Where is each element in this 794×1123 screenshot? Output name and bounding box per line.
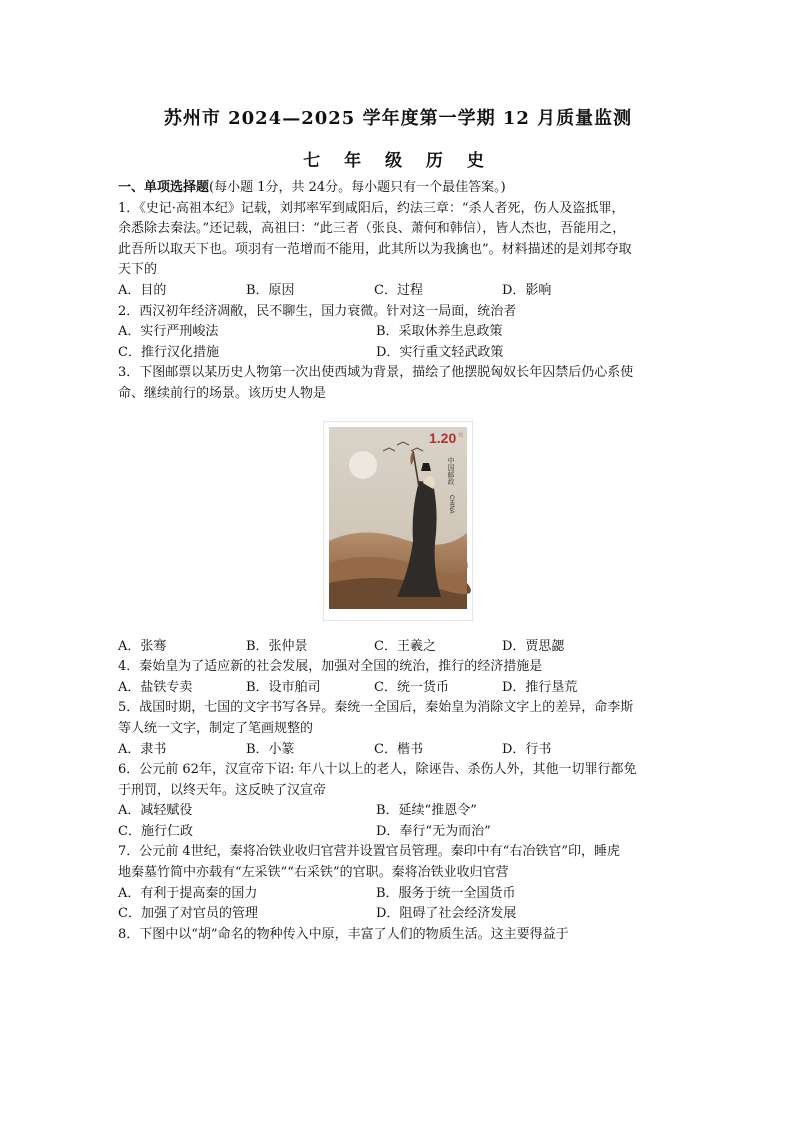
option-c: C．施行仁政 — [118, 823, 193, 839]
question-stem-line: 8．下图中以“胡”命名的物种传入中原，丰富了人们的物质生活。这主要得益于 — [118, 926, 569, 942]
question-stem-line: 4．秦始皇为了适应新的社会发展，加强对全国的统治，推行的经济措施是 — [118, 659, 543, 675]
question-stem-line: 等人统一文字，制定了笔画规整的 — [118, 720, 314, 736]
option-d: D．奉行“无为而治” — [376, 823, 491, 839]
option-d: D．贾思勰 — [502, 638, 565, 654]
option-a: A．目的 — [118, 282, 167, 298]
option-d: D．实行重文轻武政策 — [376, 344, 504, 360]
exam-body — [118, 178, 678, 945]
option-c: C．推行汉化措施 — [118, 344, 219, 360]
stamp-country-en: CHINA — [448, 494, 454, 514]
option-a: A．实行严刑峻法 — [118, 324, 219, 340]
section-header — [118, 178, 678, 199]
option-c: C．加强了对官员的管理 — [118, 906, 258, 922]
question-7 — [118, 842, 678, 924]
question-2 — [118, 302, 678, 364]
option-row — [118, 904, 678, 925]
question-8 — [118, 925, 678, 946]
option-c: C．王羲之 — [374, 638, 436, 654]
option-b: B．原因 — [246, 282, 295, 298]
question-stem-line: 1．《史记·高祖本纪》记载，刘邦率军到咸阳后，约法三章：“杀人者死，伤人及盗抵罪， — [118, 200, 625, 216]
option-b: B．张仲景 — [246, 638, 308, 654]
question-stem-line: 6．公元前 62年，汉宣帝下诏: 年八十以上的老人，除诬告、杀伤人外，其他一切罪行都免 — [118, 762, 637, 778]
option-d: D．影响 — [502, 282, 552, 298]
option-row — [118, 343, 678, 364]
option-a: A．张骞 — [118, 638, 167, 654]
option-b: B．采取休养生息政策 — [376, 324, 503, 340]
option-row — [118, 801, 678, 822]
option-b: B．设市舶司 — [246, 679, 321, 695]
option-c: C．统一货币 — [374, 679, 449, 695]
option-a: A．盐铁专卖 — [118, 679, 193, 695]
option-a: A．减轻赋役 — [118, 803, 193, 819]
option-row — [118, 637, 678, 658]
question-1 — [118, 199, 678, 302]
question-stem-line: 于刑罚，以终天年。这反映了汉宣帝 — [118, 782, 327, 798]
question-stem-line: 3．下图邮票以某历史人物第一次出使西域为背景，描绘了他摆脱匈奴长年囚禁后仍心系使 — [118, 365, 634, 381]
question-stem-line: 5．战国时期，七国的文字书写各异。秦统一全国后，秦始皇为消除文字上的差异，命李斯 — [118, 700, 634, 716]
option-a: A．有利于提高秦的国力 — [118, 885, 258, 901]
option-c: C．楷书 — [374, 741, 423, 757]
stamp-figure — [118, 405, 678, 637]
page-title: 苏州市 2024—2025 学年度第一学期 12 月质量监测 — [163, 108, 633, 129]
option-row — [118, 322, 678, 343]
stamp-country: 中国邮政 — [447, 456, 455, 485]
option-row — [118, 740, 678, 761]
option-d: D．推行垦荒 — [502, 679, 578, 695]
question-stem-line: 余悉除去秦法。”还记载，高祖曰：“此三者（张良、萧何和韩信），皆人杰也，吾能用之， — [118, 221, 626, 237]
question-4 — [118, 657, 678, 698]
stamp-face-value: 1.20 — [429, 429, 457, 446]
option-row — [118, 884, 678, 905]
option-b: B．延续“推恩令” — [376, 803, 477, 819]
option-a: A．隶书 — [118, 741, 167, 757]
stamp-unit: 元 — [458, 431, 464, 438]
option-row — [118, 822, 678, 843]
question-5 — [118, 698, 678, 760]
option-d: D．阻碍了社会经济发展 — [376, 906, 517, 922]
option-row — [118, 678, 678, 699]
section-heading: 一、单项选择题 — [118, 180, 210, 195]
zhang-qian-stamp-image — [323, 421, 473, 621]
question-stem-line: 7．公元前 4世纪，秦将冶铁业收归官营并设置官员管理。秦印中有“右冶铁官”印，睡虎 — [118, 844, 620, 860]
option-row — [118, 281, 678, 302]
option-d: D．行书 — [502, 741, 552, 757]
question-stem-line: 命、继续前行的场景。该历史人物是 — [118, 385, 327, 401]
question-stem-line: 此吾所以取天下也。项羽有一范增而不能用，此其所以为我擒也”。材料描述的是刘邦夺取 — [118, 241, 632, 257]
question-stem-line: 2．西汉初年经济凋敝，民不聊生，国力衰微。针对这一局面，统治者 — [118, 303, 517, 319]
question-3 — [118, 363, 678, 657]
option-c: C．过程 — [374, 282, 423, 298]
option-b: B．服务于统一全国货币 — [376, 885, 516, 901]
question-stem-line: 天下的 — [118, 262, 158, 278]
section-note: (每小题 1分，共 24分。每小题只有一个最佳答案。) — [209, 180, 506, 195]
page-subtitle: 七 年 级 历 史 — [303, 151, 493, 171]
question-stem-line: 地秦墓竹简中亦载有“左采铁”“右采铁”的官职。秦将冶铁业收归官营 — [118, 865, 509, 881]
option-b: B．小篆 — [246, 741, 295, 757]
question-6 — [118, 760, 678, 842]
